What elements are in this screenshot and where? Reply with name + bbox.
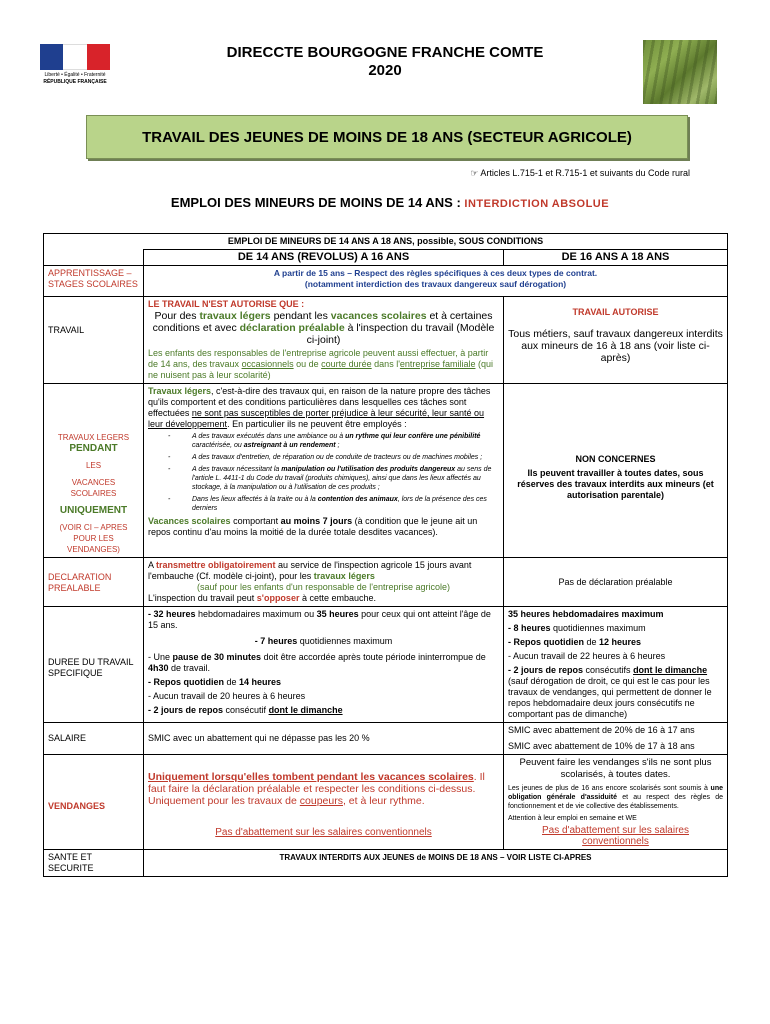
table-row — [44, 266, 728, 297]
under-14-prohibition: INTERDICTION ABSOLUE — [464, 198, 610, 210]
travail-autorise: TRAVAIL AUTORISE — [572, 307, 659, 317]
non-concernes-text: Ils peuvent travailler à toutes dates, sous réserves des travaux interdits aux mineurs (et autorisation parentale) — [517, 468, 714, 500]
apprentissage-rules — [144, 266, 728, 297]
table-row — [44, 558, 728, 607]
table-row — [44, 850, 728, 877]
vineyard-photo — [643, 40, 717, 104]
vendanges-cell-16-18 — [504, 755, 728, 850]
legers-label3: LES — [85, 461, 102, 470]
vendanges-r4: Pas d'abattement sur les salaires conventionnels — [542, 825, 689, 847]
travail-p2: Les enfants des responsables de l'entreprise agricole peuvent aussi effectuer, à partir de 14 ans, des travaux occasionnels ou de courte durée dans l'entreprise familiale (qui ne nuisent pas à leur scolarité) — [148, 348, 493, 380]
col-header-14-16: DE 14 ANS (REVOLUS) A 16 ANS — [144, 250, 504, 266]
legers-cell-16-18 — [504, 384, 728, 558]
sante-text: TRAVAUX INTERDITS AUX JEUNES de MOINS DE 18 ANS – VOIR LISTE CI-APRES — [144, 850, 728, 877]
page-header-title — [160, 44, 610, 80]
duree-r1: 35 heures hebdomadaires maximum — [508, 609, 664, 619]
conditions-table — [43, 233, 728, 877]
logo-motto: Liberté • Égalité • Fraternité — [44, 72, 106, 78]
list-item: - Dans les lieux affectés à la traite ou à la contention des animaux, lors de la présence des ces derniers — [168, 495, 499, 513]
duree-cell-14-16 — [144, 607, 504, 723]
vendanges-r3: Attention à leur emploi en semaine et WE — [508, 815, 637, 822]
legers-label6: (VOIR CI – APRES POUR LES VENDANGES) — [59, 523, 128, 554]
duree-l5: - Aucun travail de 20 heures à 6 heures — [148, 691, 306, 701]
salaire-r1: SMIC avec abattement de 20% de 16 à 17 ans — [508, 725, 695, 735]
row-label-travaux-legers — [44, 384, 144, 558]
articles-reference — [400, 168, 690, 179]
main-title-banner — [86, 115, 688, 159]
legers-list — [168, 432, 499, 513]
under-14-sep: : — [452, 195, 465, 210]
table-header-row — [44, 234, 728, 250]
col-header-16-18: DE 16 ANS A 18 ANS — [504, 250, 728, 266]
row-label-vendanges: VENDANGES — [44, 755, 144, 850]
duree-l6: - 2 jours de repos consécutif dont le dimanche — [148, 705, 343, 715]
non-concernes: NON CONCERNES — [575, 454, 656, 464]
row-label-declaration: DECLARATION PREALABLE — [44, 558, 144, 607]
salaire-cell-14-16: SMIC avec un abattement qui ne dépasse pas les 20 % — [144, 723, 504, 755]
declaration-p1: A transmettre obligatoirement au service de l'inspection agricole 15 jours avant l'embauche (Cf. modèle ci-joint), pour les travaux légers — [148, 560, 472, 581]
duree-r3: - Repos quotidien de 12 heures — [508, 637, 642, 647]
french-flag-icon — [40, 44, 110, 70]
under-14-heading — [80, 195, 700, 210]
row-label-travail: TRAVAIL — [44, 297, 144, 384]
logo-republique: RÉPUBLIQUE FRANÇAISE — [43, 79, 107, 85]
list-item: - A des travaux d'entretien, de réparation ou de conduite de tracteurs ou de machines mobiles ; — [168, 453, 499, 462]
duree-cell-16-18 — [504, 607, 728, 723]
duree-l4: - Repos quotidien de 14 heures — [148, 677, 282, 687]
travail-autorise-text: Tous métiers, sauf travaux dangereux interdits aux mineurs de 16 à 18 ans (voir liste ci-après) — [508, 328, 723, 364]
legers-label4: VACANCES SCOLAIRES — [70, 478, 117, 498]
legers-label1: TRAVAUX LEGERS — [57, 433, 130, 442]
row-label-duree: DUREE DU TRAVAIL SPECIFIQUE — [44, 607, 144, 723]
duree-l3: - Une pause de 30 minutes doit être accordée après toute période ininterrompue de 4h30 de travail. — [148, 652, 486, 673]
duree-l1: - 32 heures hebdomadaires maximum ou 35 heures pour ceux qui ont atteint l'âge de 15 ans. — [148, 609, 491, 630]
duree-l2: - 7 heures quotidiennes maximum — [254, 636, 393, 646]
salaire-r2: SMIC avec abattement de 10% de 17 à 18 ans — [508, 741, 695, 751]
duree-r4: - Aucun travail de 22 heures à 6 heures — [508, 651, 666, 661]
republique-francaise-logo — [34, 44, 116, 96]
vendanges-r2: Les jeunes de plus de 16 ans encore scolarisés sont soumis à une obligation générale d'assiduité et au respect des règles de fonctionnement et de vie collective des établissements. — [508, 785, 724, 810]
articles-text: Articles L.715-1 et R.715-1 et suivants du Code rural — [480, 168, 690, 178]
duree-r2: - 8 heures quotidiennes maximum — [508, 623, 646, 633]
legers-vacances: Vacances scolaires comportant au moins 7 jours (à condition que le jeune ait un repos continu d'au moins la moitié de la durée totale desdites vacances). — [148, 516, 478, 537]
vendanges-r1: Peuvent faire les vendanges s'ils ne sont plus scolarisés, à toutes dates. — [519, 757, 712, 780]
declaration-cell-16-18: Pas de déclaration préalable — [504, 558, 728, 607]
duree-r5: - 2 jours de repos consécutifs dont le dimanche (sauf dérogation de droit, ce qui est le cas pour les travaux de vendanges, qui permettent de donner le repos hebdomadaire deux jours consécutifs ne comportant pas de dimanche) — [508, 665, 712, 719]
table-row — [44, 384, 728, 558]
declaration-p2: L'inspection du travail peut s'opposer à cette embauche. — [148, 593, 377, 603]
row-label-sante: SANTE ET SECURITE — [44, 850, 144, 877]
travail-p1: Pour des travaux légers pendant les vacances scolaires et à certaines conditions et avec déclaration préalable à l'inspection du travail (Modèle ci-joint) — [152, 310, 495, 346]
apprentissage-line2: (notamment interdiction des travaux dangereux sauf dérogation) — [304, 279, 567, 289]
travail-cell-16-18 — [504, 297, 728, 384]
apprentissage-line1: A partir de 15 ans – Respect des règles spécifiques à ces deux types de contrat. — [273, 268, 598, 278]
table-row — [44, 297, 728, 384]
list-item: - A des travaux nécessitant la manipulation ou l'utilisation des produits dangereux au sens de l'article L. 4411-1 du Code du travail (produits chimiques), ainsi que dans les lieux affectés au stockage, à la manipulation ou à l'utilisation de ces produits ; — [168, 465, 499, 492]
legers-label2: PENDANT — [69, 443, 118, 454]
header-title-line2: 2020 — [368, 62, 402, 79]
vendanges-abattement: Pas d'abattement sur les salaires conventionnels — [215, 827, 432, 838]
under-14-text: EMPLOI DES MINEURS DE MOINS DE 14 ANS — [170, 195, 453, 210]
pointing-hand-icon: ☞ — [470, 168, 479, 178]
table-row — [44, 607, 728, 723]
declaration-exception: (sauf pour les enfants d'un responsable de l'entreprise agricole) — [196, 582, 451, 592]
vendanges-cell-14-16 — [144, 755, 504, 850]
table-row — [44, 723, 728, 755]
vendanges-p2: Uniquement pour les travaux de coupeurs, et à leur rythme. — [148, 795, 425, 807]
banner-title: TRAVAIL DES JEUNES DE MOINS DE 18 ANS (SECTEUR AGRICOLE) — [142, 128, 632, 146]
legers-intro: Travaux légers, c'est-à-dire des travaux qui, en raison de la nature propre des tâches qu'ils comportent et des conditions particulières dans lesquelles ces tâches sont effectuées ne sont pas susceptibles de porter préjudice à leur sécurité, leur santé ou leur développement. En particulier ils ne peuvent être employés : — [148, 386, 491, 429]
list-item: - A des travaux exécutés dans une ambiance ou à un rythme qui leur confère une pénibilité caractérisée, ou astreignant à un rendement ; — [168, 432, 499, 450]
salaire-cell-16-18 — [504, 723, 728, 755]
declaration-cell-14-16 — [144, 558, 504, 607]
header-title-line1: DIRECCTE BOURGOGNE FRANCHE COMTE — [226, 44, 544, 61]
row-label-apprentissage: APPRENTISSAGE – STAGES SCOLAIRES — [44, 266, 144, 297]
table-main-header: EMPLOI DE MINEURS DE 14 ANS A 18 ANS, possible, SOUS CONDITIONS — [44, 234, 728, 250]
travail-cell-14-16 — [144, 297, 504, 384]
row-label-salaire: SALAIRE — [44, 723, 144, 755]
travail-title: LE TRAVAIL N'EST AUTORISE QUE : — [148, 299, 305, 309]
legers-label5: UNIQUEMENT — [59, 505, 128, 516]
table-row — [44, 755, 728, 850]
table-col-header-row — [44, 250, 728, 266]
legers-cell-14-16 — [144, 384, 504, 558]
vendanges-p1: Uniquement lorsqu'elles tombent pendant les vacances scolaires. Il faut faire la déclaration préalable et respecter les conditions ci-dessus. — [148, 771, 485, 795]
